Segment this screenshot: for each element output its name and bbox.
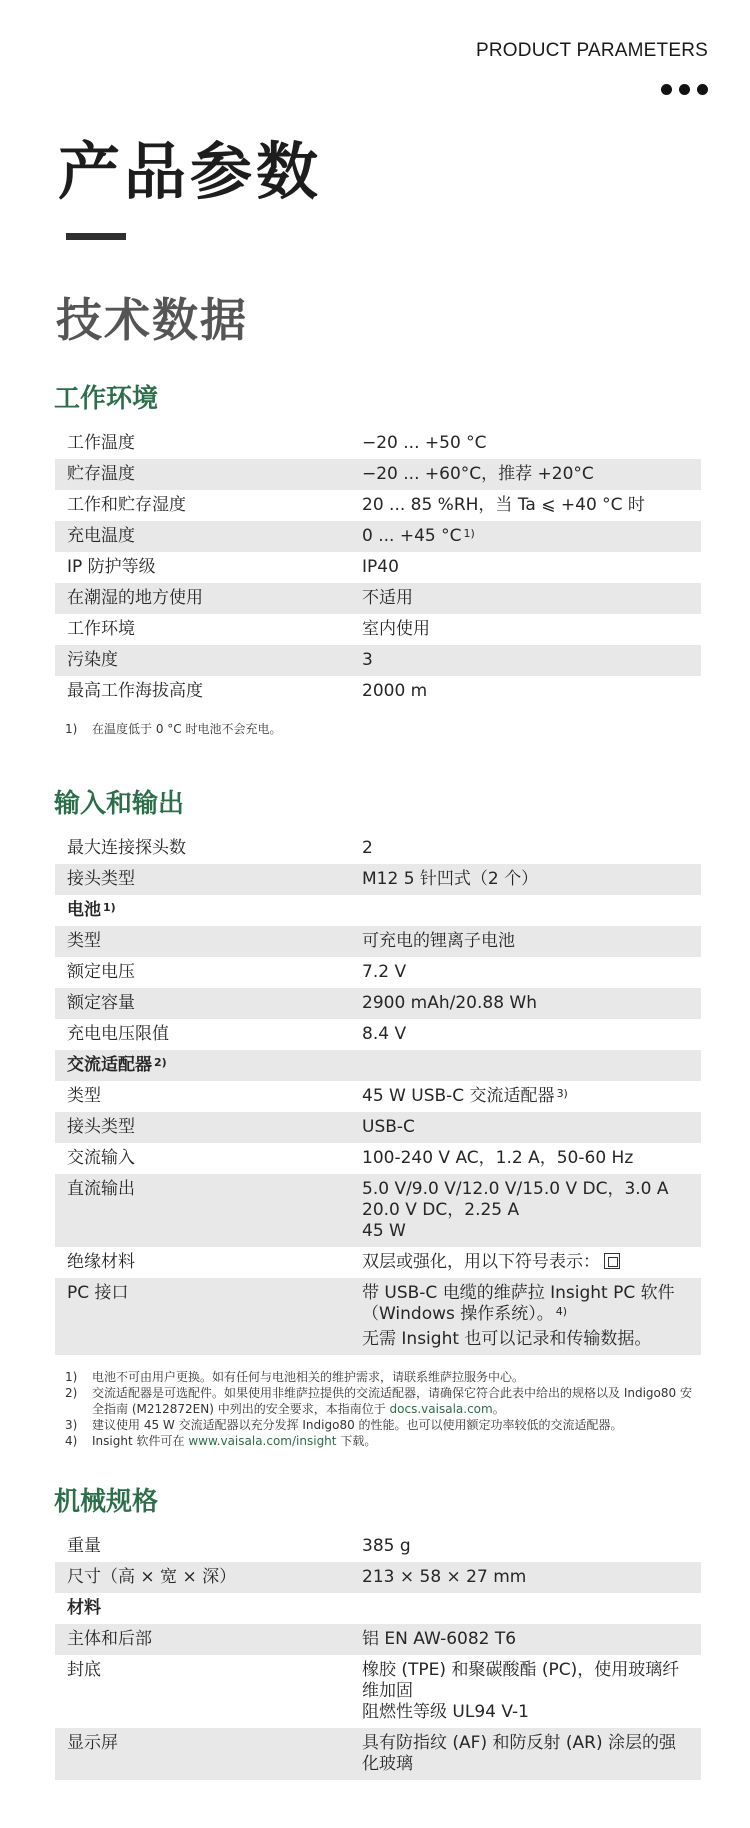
- section-environment: [55, 382, 701, 737]
- table-row: 主体和后部 铝 EN AW-6082 T6: [55, 1624, 701, 1655]
- spec-content: [55, 382, 701, 1780]
- table-row: 工作环境 室内使用: [67, 619, 430, 639]
- spec-table-io: [55, 833, 701, 1355]
- table-row: 显示屏 具有防指纹 (AF) 和防反射 (AR) 涂层的强化玻璃: [55, 1728, 701, 1780]
- footnote-ref: 4): [555, 1305, 568, 1318]
- table-row: 尺寸（高 × 宽 × 深） 213 × 58 × 27 mm: [55, 1562, 701, 1593]
- table-row: 污染度 3: [55, 645, 701, 676]
- table-row: PC 接口 带 USB-C 电缆的维萨拉 Insight PC 软件（Windows 操作系统）。 $^{4)}$ 无需 Insight 也可以记录和传输数据。: [55, 1278, 701, 1355]
- more-dots-icon: [661, 84, 708, 95]
- title-divider: [66, 233, 126, 240]
- table-row: 额定电压 7.2 V: [67, 962, 407, 982]
- table-row: 最大连接探头数 2: [67, 838, 373, 858]
- table-row: 绝缘材料 双层或强化，用以下符号表示：: [55, 1247, 701, 1278]
- footnotes: [55, 721, 701, 737]
- section-heading: 机械规格: [54, 1487, 159, 1517]
- table-row: 接头类型 USB-C: [55, 1112, 701, 1143]
- table-row: 重量 385 g: [67, 1536, 411, 1556]
- footnote-ref: 1): [103, 901, 116, 914]
- section-heading: 输入和输出: [54, 789, 185, 819]
- footnote: 1) 电池不可由用户更换。如有任何与电池相关的维护需求，请联系维萨拉服务中心。: [65, 1370, 525, 1384]
- product-parameters-tag: PRODUCT PARAMETERS: [476, 40, 708, 61]
- docs-link[interactable]: docs.vaisala.com: [389, 1402, 493, 1416]
- footnote-ref: 1): [463, 527, 475, 540]
- footnote: 3) 建议使用 45 W 交流适配器以充分发挥 Indigo80 的性能。也可以使用额定功率较低的交流适配器。: [65, 1418, 623, 1432]
- table-row: 类型 45 W USB-C 交流适配器 $^{3)}$: [67, 1086, 568, 1106]
- table-row: IP 防护等级 IP40: [67, 557, 399, 577]
- table-row: 直流输出 5.0 V/9.0 V/12.0 V/15.0 V DC，3.0 A 20.0 V DC，2.25 A 45 W: [55, 1174, 701, 1247]
- table-row: 在潮湿的地方使用 不适用: [55, 583, 701, 614]
- table-row: 充电电压限值 8.4 V: [67, 1024, 407, 1044]
- footnote: 1) 在温度低于 0 °C 时电池不会充电。: [65, 722, 282, 736]
- page-title: 产品参数: [58, 135, 323, 208]
- footnote-ref: 3): [556, 1087, 568, 1100]
- section-heading: 工作环境: [54, 384, 159, 414]
- footnotes: [55, 1369, 701, 1449]
- spec-table-environment: [55, 428, 701, 707]
- footnote-ref: 2): [154, 1056, 167, 1069]
- table-row: 封底 橡胶 (TPE) 和聚碳酸酯 (PC)，使用玻璃纤维加固 阻燃性等级 UL94 V-1: [67, 1660, 680, 1722]
- table-subheading: 材料: [67, 1598, 101, 1618]
- footnote: 4) Insight 软件可在 www.vaisala.com/insight 下载。: [65, 1434, 377, 1448]
- table-subheading: 电池 $^{1)}$: [67, 900, 116, 920]
- table-subheading: 交流适配器 $^{2)}$: [55, 1050, 701, 1081]
- table-row: 接头类型 M12 5 针凹式（2 个）: [55, 864, 701, 895]
- table-row: 交流输入 100-240 V AC，1.2 A，50-60 Hz: [67, 1148, 634, 1168]
- spec-table-mechanical: [55, 1531, 701, 1780]
- section-mechanical: [55, 1485, 701, 1780]
- page-subtitle: 技术数据: [56, 293, 248, 347]
- table-row: 额定容量 2900 mAh/20.88 Wh: [55, 988, 701, 1019]
- table-row: 贮存温度 −20 ... +60°C，推荐 +20°C: [55, 459, 701, 490]
- table-row: 类型 可充电的锂离子电池: [55, 926, 701, 957]
- double-insulation-icon: [604, 1253, 620, 1269]
- footnote: 2) 交流适配器是可选配件。如果使用非维萨拉提供的交流适配器，请确保它符合此表中给出的规格以及 Indigo80 安全指南 (M212872EN) 中列出的安全要求，本指南位于 docs.vaisala.com。: [65, 1386, 692, 1416]
- table-row: 工作和贮存湿度 20 ... 85 %RH，当 Ta ⩽ +40 °C 时: [67, 495, 645, 515]
- table-row: 工作温度 −20 ... +50 °C: [67, 433, 487, 453]
- insight-link[interactable]: www.vaisala.com/insight: [188, 1434, 337, 1448]
- table-row: 最高工作海拔高度 2000 m: [67, 681, 428, 701]
- table-row: 充电温度 0 ... +45 °C $^{1)}$: [55, 521, 701, 552]
- section-input-output: [55, 787, 701, 1449]
